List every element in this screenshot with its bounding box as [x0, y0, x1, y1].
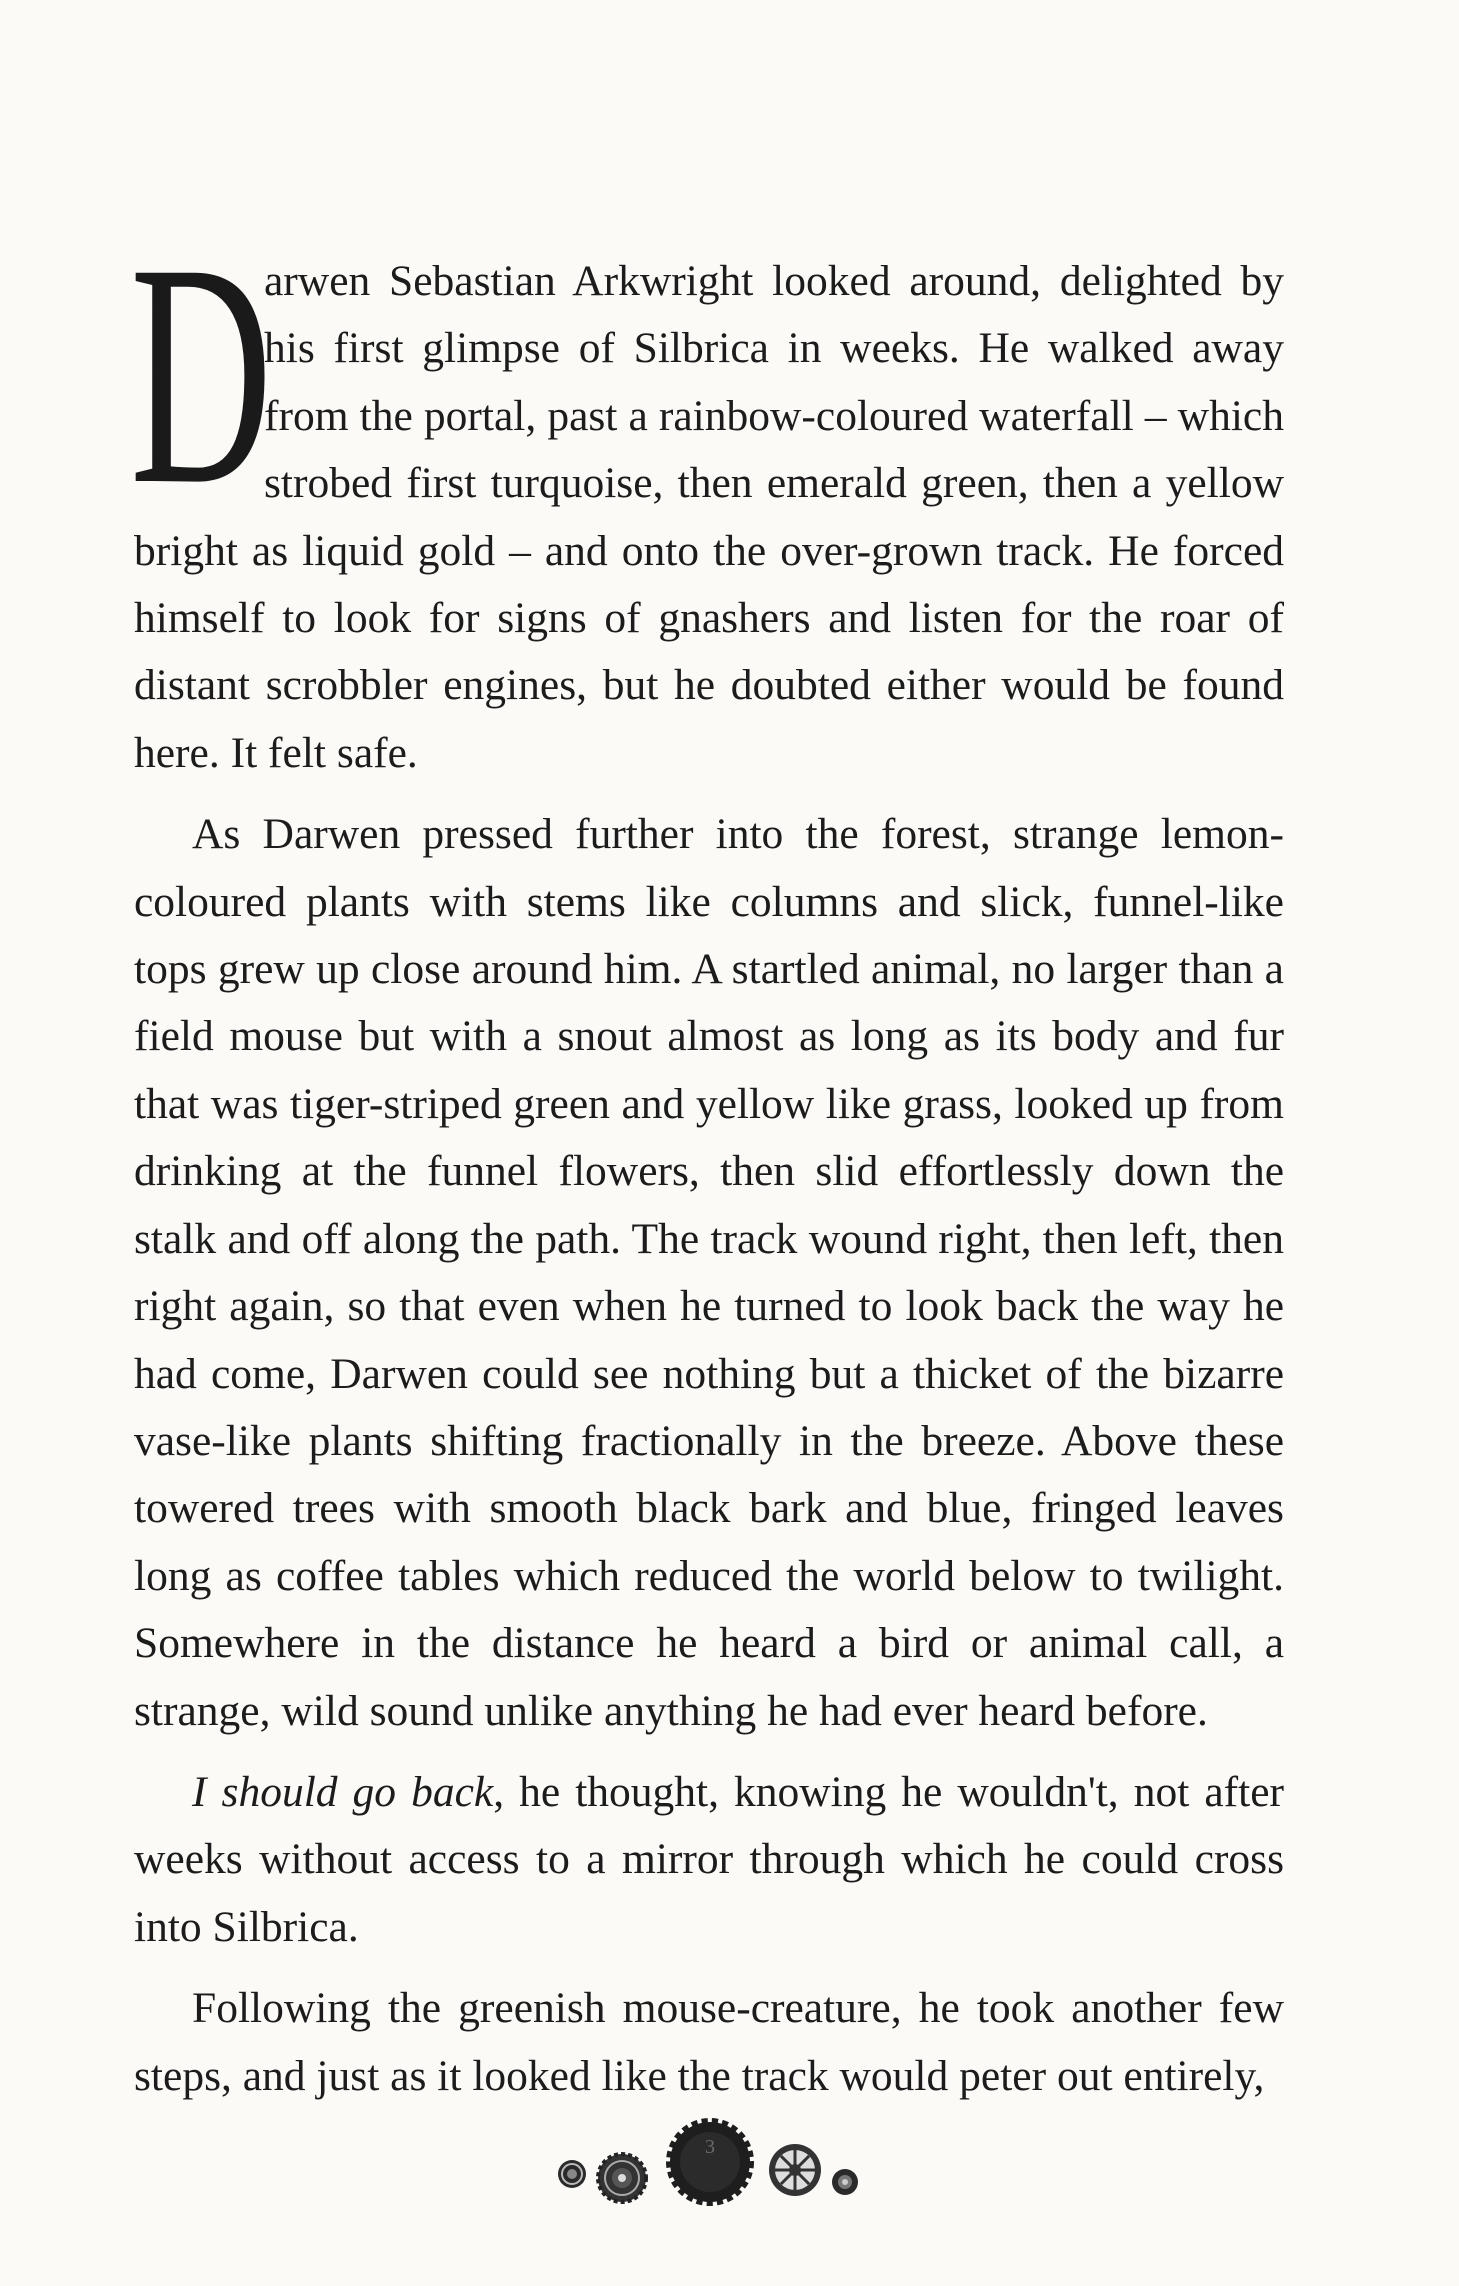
paragraph-4: Following the greenish mouse-creature, he took another few steps, and just as it looked like the track would peter out entirely, [134, 1984, 1284, 2100]
page-number: 3 [705, 2136, 715, 2158]
paragraph-3 [134, 1759, 1284, 1961]
paragraph-3-italic: I should go back [192, 1767, 494, 1816]
paragraph-2: As Darwen pressed further into the forest, strange lemon-coloured plants with stems like columns and slick, funnel-like tops grew up close around him. A startled animal, no larger than a field mouse but with a snout almost as long as its body and fur that was tiger-striped green and yellow like grass, looked up from drinking at the funnel flowers, then slid effortlessly down the stalk and off along the path. The track wound right, then left, then right again, so that even when he turned to look back the way he had come, Darwen could see nothing but a thicket of the bizarre vase-like plants shifting fractionally in the breeze. Above these towered trees with smooth black bark and blue, fringed leaves long as coffee tables which reduced the world below to twilight. Somewhere in the distance he heard a bird or animal call, a strange, wild sound unlike anything he had ever heard before. [134, 810, 1284, 1735]
paragraph-1 [130, 198, 1284, 787]
page-folio [540, 2112, 870, 2222]
gear-ornament-icon [540, 2112, 870, 2222]
paragraph-1-text: arwen Sebastian Arkwright looked around, delighted by his first glimpse of Silbrica in weeks. He walked away from the portal, past a rainbow-coloured waterfall – which strobed first turquoise, then emerald green, then a yellow bright as liquid gold – and onto the over-grown track. He forced himself to look for signs of gnashers and listen for the roar of distant scrobbler engines, but he doubted either would be found here. It felt safe. [134, 257, 1284, 777]
drop-cap: D [130, 198, 273, 550]
paragraph-3-text: , he thought, knowing he wouldn't, not after weeks without access to a mirror through which he could cross into Silbrica. [134, 1767, 1284, 1951]
body-text [130, 198, 1284, 2110]
